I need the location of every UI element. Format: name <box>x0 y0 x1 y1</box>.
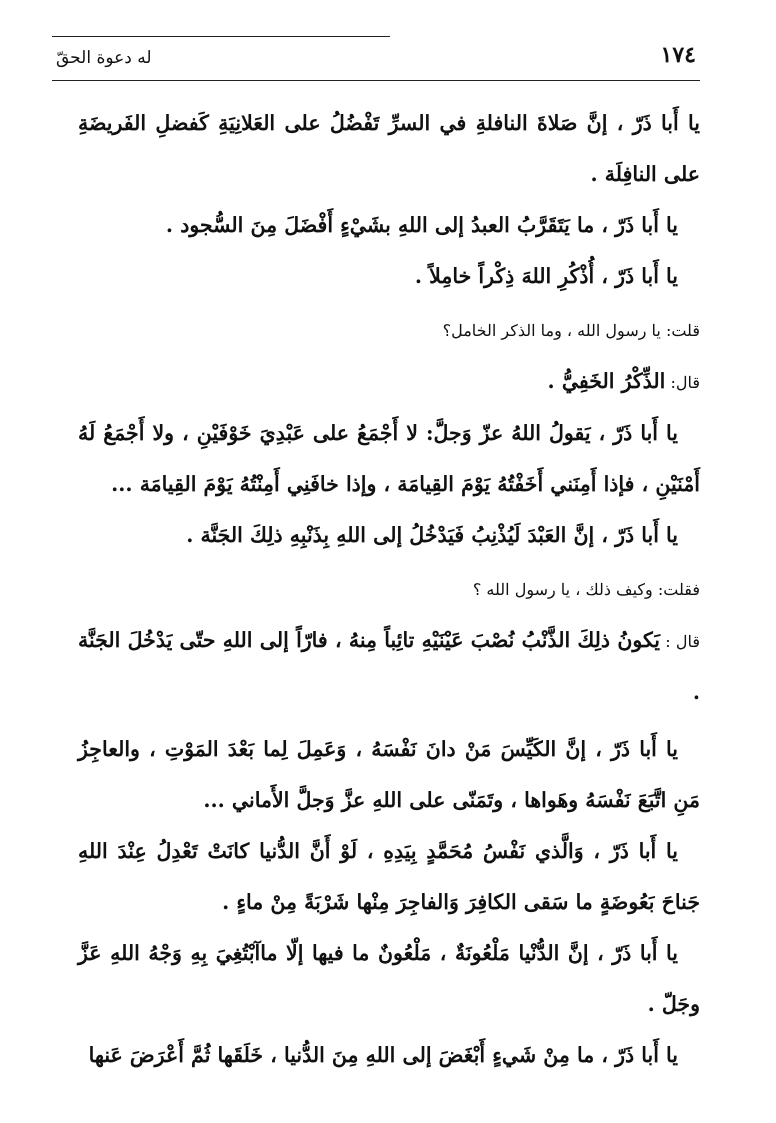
paragraph-5: يا أَبا ذَرّ ، إنَّ العَبْدَ لَيُذْنِبُ فَيَدْخُلُ إلى اللهِ بِذَنْبِهِ ذلِكَ الجَنَّة . <box>186 523 678 547</box>
paragraph-8: يا أَبا ذَرّ ، إنَّ الدُّنْيا مَلْعُونَةٌ ، مَلْعُونٌ ما فيها إلّا ماآبْتُغِيَ بِهِ وَجْهُ اللهِ عَزَّ وجَلّ . <box>78 941 700 1016</box>
paragraph-3: يا أَبا ذَرّ ، أُذْكُرِ اللهَ ذِكْراً خامِلاً . <box>414 264 678 288</box>
paragraph-6: يا أَبا ذَرّ ، إنَّ الكَيِّسَ مَنْ دانَ نَفْسَهُ ، وَعَمِلَ لِما بَعْدَ المَوْتِ ، والعاجِزُ مَنِ اتَّبَعَ نَفْسَهُ وهَواها ، وتَمَنّى على اللهِ عزَّ وَجلَّ الأَماني ... <box>78 737 700 812</box>
answer-1-label: قال: <box>665 373 700 392</box>
paragraph-2: يا أَبا ذَرّ ، ما يَتَقَرَّبُ العبدُ إلى اللهِ بشَيْءٍ أَفْضَلَ مِنَ السُّجود . <box>165 213 678 237</box>
paragraph-7: يا أَبا ذَرّ ، وَالَّذي نَفْسُ مُحَمَّدٍ بِيَدِهِ ، لَوْ أَنَّ الدُّنيا كانَتْ تَعْدِلُ عِنْدَ اللهِ جَناحَ بَعُوضَةٍ ما سَقى الكافِرَ وَالفاجِرَ مِنْها شَرْبَةً مِنْ ماءٍ . <box>78 839 700 914</box>
answer-2-text: يَكونُ ذلِكَ الذَّنْبُ نُصْبَ عَيْنَيْهِ تائِباً مِنهُ ، فارّاً إلى اللهِ حتّى يَدْخُلَ الجَنَّة . <box>78 628 700 704</box>
header-divider <box>52 80 700 81</box>
question-2: فقلت: وكيف ذلك ، يا رسول الله ؟ <box>472 580 700 599</box>
answer-1 <box>78 356 700 408</box>
question-1: قلت: يا رسول الله ، وما الذكر الخامل؟ <box>442 321 700 340</box>
paragraph-1: يا أَبا ذَرّ ، إنَّ صَلاةَ النافلةِ في السرِّ تَفْضُلُ على العَلانِيَةِ كَفضلِ الفَريضَةِ على النافِلَة . <box>78 111 700 186</box>
paragraph-9: يا أَبا ذَرّ ، ما مِنْ شَيءٍ أَبْغَضَ إلى اللهِ مِنَ الدُّنيا ، خَلَقَها ثُمَّ أَعْرَضَ عَنها <box>88 1043 678 1067</box>
answer-2-label: قال : <box>660 632 700 651</box>
answer-1-text: الذِّكْرُ الخَفِيُّ . <box>547 369 666 393</box>
paragraph-4: يا أَبا ذَرّ ، يَقولُ اللهُ عزّ وَجلَّ: لا أَجْمَعُ على عَبْدِيَ خَوْفَيْنِ ، ولا أَجْمَعُ لَهُ أَمْنَيْنِ ، فإذا أَمِنَني أَخَفْتُهُ يَوْمَ القِيامَة ، وإذا خافَنِي أَمِنْتُهُ يَوْمَ القِيامَة ... <box>78 421 700 496</box>
page-number: ١٧٤ <box>660 42 696 68</box>
page-body <box>78 98 700 1081</box>
running-header-title: له دعوة الحقّ <box>56 48 152 68</box>
answer-2 <box>78 615 700 718</box>
header-top-rule <box>52 36 390 37</box>
